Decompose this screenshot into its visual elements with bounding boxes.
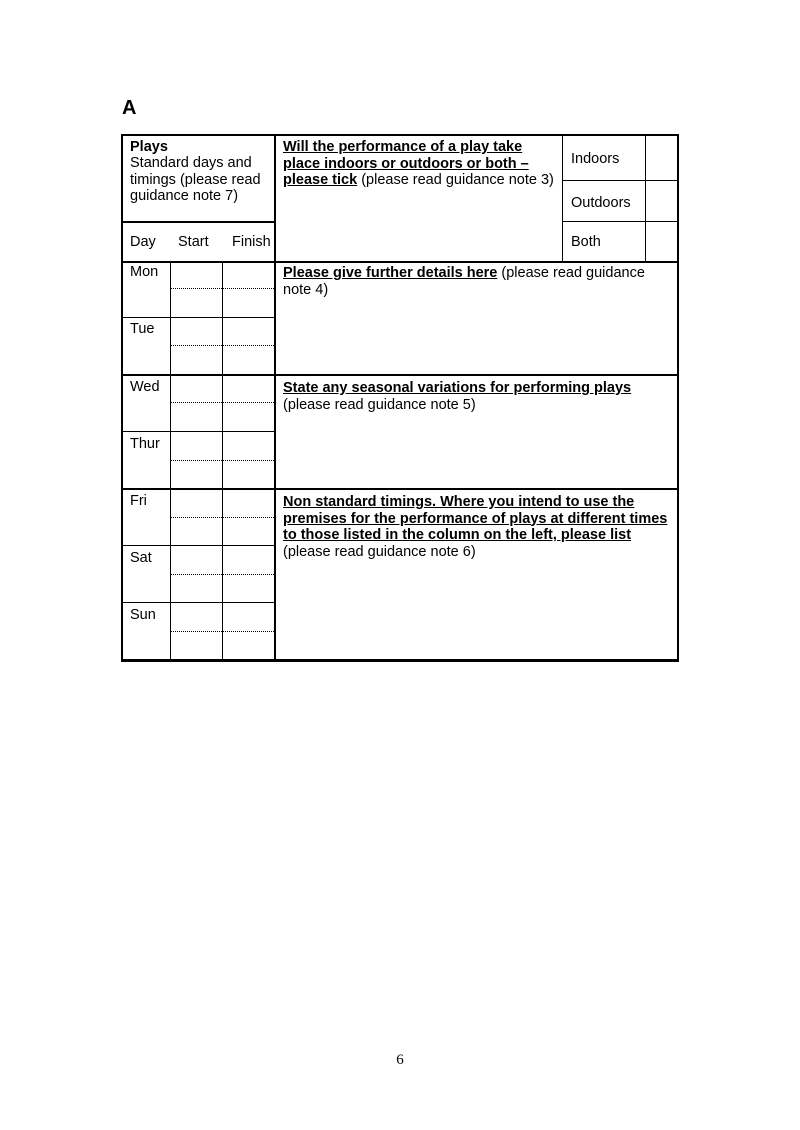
non-standard-note: (please read guidance note 6): [283, 543, 476, 560]
seasonal-note: (please read guidance note 5): [283, 396, 476, 413]
non-standard-field[interactable]: [276, 564, 677, 659]
seasonal-bottom: [276, 488, 679, 490]
options-divider: [562, 134, 563, 261]
sub-row-sun: [171, 631, 274, 632]
border-right: [677, 134, 679, 662]
day-label: Sun: [130, 607, 156, 623]
sub-row-thur: [171, 460, 274, 461]
border-top: [121, 134, 679, 136]
finish-column-header: Finish: [232, 234, 271, 250]
sub-row-sat: [171, 574, 274, 575]
further-details-prompt: [283, 265, 673, 298]
tue-finish-cell[interactable]: [223, 318, 274, 345]
non-standard-bold: Non standard timings. Where you intend to use the premises for the performance of plays at different times to those listed in the column on the left, please list: [283, 494, 668, 543]
fri-finish-cell[interactable]: [223, 490, 274, 517]
seasonal-bold: State any seasonal variations for performing plays: [283, 380, 632, 396]
seasonal-prompt: [283, 380, 673, 413]
border-bottom: [121, 659, 679, 662]
thur-finish-cell[interactable]: [223, 432, 274, 460]
mon-finish-cell[interactable]: [223, 263, 274, 288]
non-standard-prompt: [283, 494, 668, 560]
both-tick-box[interactable]: [646, 222, 677, 261]
mon-start-cell[interactable]: [171, 263, 222, 288]
day-label: Sat: [130, 550, 152, 566]
option-indoors-label: Indoors: [571, 151, 620, 167]
sub-row-wed: [171, 402, 274, 403]
sub-row-fri: [171, 517, 274, 518]
sat-start-cell[interactable]: [171, 546, 222, 574]
sun-start-cell[interactable]: [171, 603, 222, 631]
border-left: [121, 134, 123, 662]
details-bottom: [276, 374, 679, 376]
further-details-bold: Please give further details here: [283, 265, 498, 281]
day-label: Fri: [130, 493, 147, 509]
sub-row-mon: [171, 288, 274, 289]
day-column-header: Day: [130, 234, 156, 250]
day-label: Mon: [130, 264, 159, 280]
location-question: [283, 139, 559, 189]
question-bottom: [276, 261, 679, 263]
plays-header-bottom: [121, 221, 276, 223]
sub-row-tue: [171, 345, 274, 346]
indoors-tick-box[interactable]: [646, 136, 677, 180]
wed-finish-cell[interactable]: [223, 376, 274, 402]
tue-start-cell[interactable]: [171, 318, 222, 345]
plays-description: Standard days and timings (please read guidance note 7): [130, 155, 261, 204]
plays-title: Plays: [130, 139, 168, 155]
section-letter: A: [122, 97, 137, 119]
wed-start-cell[interactable]: [171, 376, 222, 402]
further-details-note: (please read guidance note 4): [283, 265, 645, 298]
start-column-header: Start: [178, 234, 209, 250]
day-label: Wed: [130, 379, 160, 395]
outdoors-tick-box[interactable]: [646, 181, 677, 221]
option-both-label: Both: [571, 234, 601, 250]
sat-finish-cell[interactable]: [223, 546, 274, 574]
option-outdoors-label: Outdoors: [571, 195, 631, 211]
seasonal-field[interactable]: [276, 416, 677, 488]
plays-form: [121, 134, 679, 662]
location-question-bold: Will the performance of a play take place indoors or outdoors or both – please tick: [283, 139, 529, 188]
thur-start-cell[interactable]: [171, 432, 222, 460]
sun-finish-cell[interactable]: [223, 603, 274, 631]
further-details-field[interactable]: [276, 299, 677, 374]
day-label: Thur: [130, 436, 160, 452]
fri-start-cell[interactable]: [171, 490, 222, 517]
page-number: 6: [396, 1052, 404, 1068]
day-label: Tue: [130, 321, 155, 337]
location-question-note: (please read guidance note 3): [361, 172, 554, 188]
